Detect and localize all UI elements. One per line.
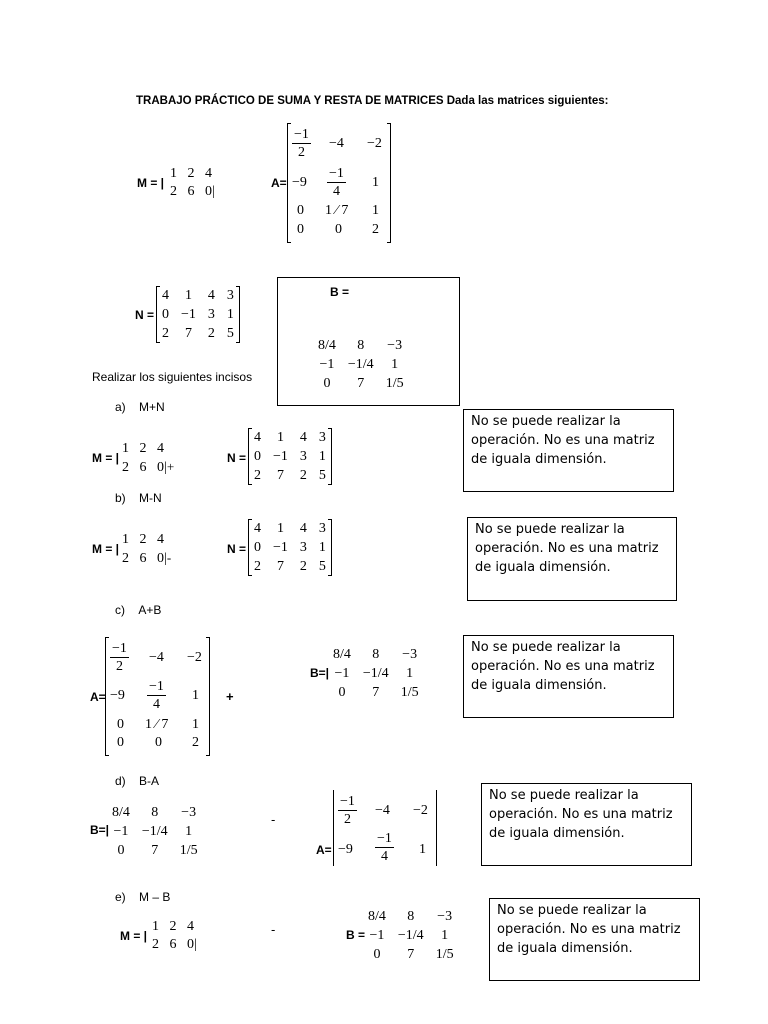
matrix-cell: 1	[170, 166, 177, 181]
item-b-m-label: M = |	[92, 542, 120, 556]
matrix-cell: 2	[187, 166, 195, 181]
item-d-operator: -	[271, 812, 276, 827]
item-b-matrix-n: 4 1 4 3 0 −1 3 1 2 7 2 5	[248, 519, 332, 576]
item-e-m-label: M = |	[120, 929, 148, 943]
matrix-m-label: M = |	[137, 176, 165, 190]
item-a-m-label: M = |	[92, 451, 120, 465]
item-e-note: No se puede realizar la operación. No es una matriz de iguala dimensión.	[489, 898, 700, 981]
item-e-heading: e) M – B	[115, 890, 171, 904]
item-a-heading: a) M+N	[115, 400, 165, 414]
matrix-b-box	[277, 277, 460, 406]
item-b-heading: b) M-N	[115, 491, 162, 505]
item-a-matrix-m: 1 2 4 2 6 0|+	[122, 441, 175, 475]
item-d-b-label: B=|	[90, 823, 110, 837]
matrix-cell: 4	[205, 166, 212, 181]
matrix-a: $\frac{-1}{2}$ −4 −2 −9 $\frac{-1}{4}$ 1 0 1 ⁄ 7 1 0 0 2	[287, 123, 391, 243]
instructions: Realizar los siguientes incisos	[92, 370, 253, 384]
item-d-a-label: A=	[316, 843, 332, 857]
item-a-note: No se puede realizar la operación. No es una matriz de iguala dimensión.	[463, 409, 674, 492]
item-c-b-label: B=|	[310, 666, 330, 680]
item-b-note: No se puede realizar la operación. No es una matriz de iguala dimensión.	[467, 517, 677, 601]
matrix-b-label: B =	[330, 285, 350, 299]
item-b-matrix-m: 1 2 4 2 6 0|-	[122, 532, 172, 566]
page-title: TRABAJO PRÁCTICO DE SUMA Y RESTA DE MATRICES Dada las matrices siguientes:	[136, 95, 609, 107]
matrix-cell: 2	[170, 184, 177, 199]
matrix-a-label: A=	[271, 176, 287, 190]
matrix-m-end: |	[212, 184, 215, 199]
matrix-m	[170, 165, 215, 201]
item-c-a-label: A=	[90, 690, 106, 704]
item-c-heading: c) A+B	[115, 603, 162, 617]
item-e-b-label: B =	[346, 928, 366, 942]
item-e-matrix-b: 8/4 8 −3 −1 −1/4 1 0 7 1/5	[368, 909, 454, 962]
item-d-note: No se puede realizar la operación. No es una matriz de iguala dimensión.	[481, 783, 692, 866]
item-c-note: No se puede realizar la operación. No es una matriz de iguala dimensión.	[463, 635, 674, 718]
item-e-operator: -	[271, 922, 276, 937]
item-d-matrix-a: $\frac{-1}{2}$ −4 −2 −9 $\frac{-1}{4}$ 1	[333, 790, 437, 866]
item-a-matrix-n: 4 1 4 3 0 −1 3 1 2 7 2 5	[248, 428, 332, 485]
item-a-n-label: N =	[227, 451, 247, 465]
matrix-cell: 6	[187, 184, 195, 199]
matrix-n-label: N =	[135, 308, 155, 322]
item-b-n-label: N =	[227, 542, 247, 556]
matrix-n: 4 1 4 3 0 −1 3 1 2 7 2 5	[156, 286, 240, 343]
item-c-matrix-a: $\frac{-1}{2}$ −4 −2 −9 $\frac{-1}{4}$ 1 0 1 ⁄ 7 1 0 0 2	[105, 637, 210, 756]
item-c-matrix-b: 8/4 8 −3 −1 −1/4 1 0 7 1/5	[333, 647, 419, 700]
matrix-cell: 0	[205, 184, 212, 199]
item-d-heading: d) B-A	[115, 774, 160, 788]
item-c-operator: +	[226, 689, 234, 704]
item-e-matrix-m: 1 2 4 2 6 0|	[152, 919, 197, 952]
matrix-b: 8/4 8 −3 −1 −1/4 1 0 7 1/5	[318, 338, 404, 391]
item-d-matrix-b: 8/4 8 −3 −1 −1/4 1 0 7 1/5	[112, 805, 198, 858]
